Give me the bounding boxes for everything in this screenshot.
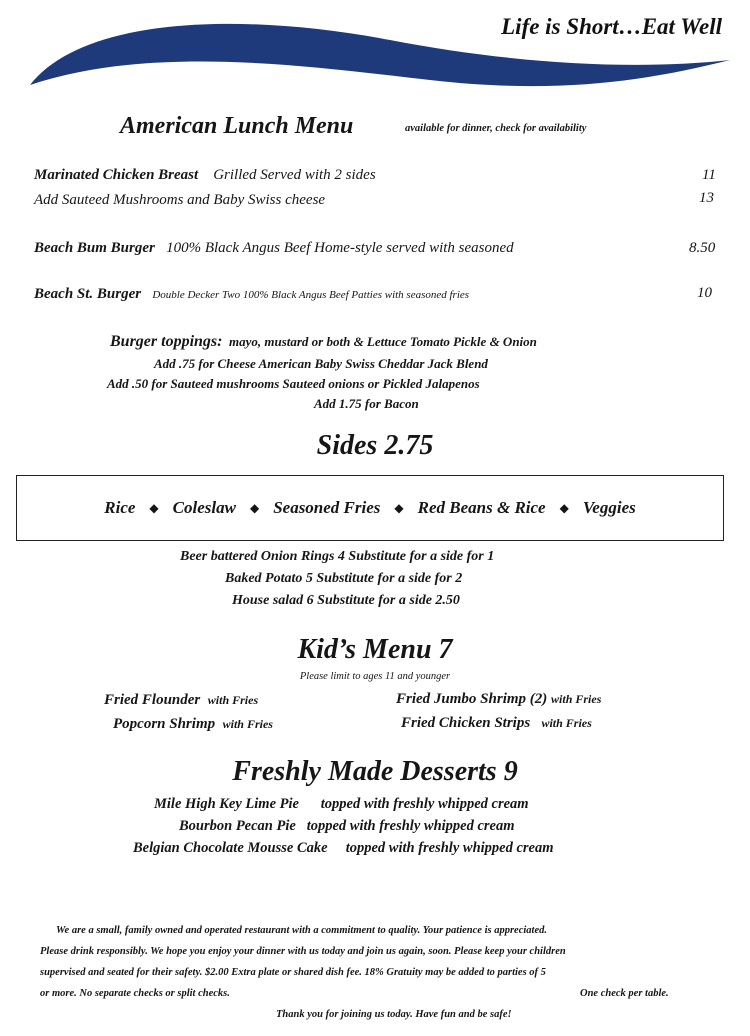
- item-name: Mile High Key Lime Pie: [154, 796, 299, 812]
- kid-item-flounder: [104, 692, 258, 709]
- item-name: Fried Chicken Strips: [401, 715, 531, 731]
- footer-line-4b: One check per table.: [580, 988, 669, 999]
- kids-menu-title: Kid’s Menu 7: [297, 634, 453, 665]
- burger-toppings-line3: Add .50 for Sauteed mushrooms Sauteed onions or Pickled Jalapenos: [107, 376, 480, 391]
- menu-item-beach-bum-burger: [34, 240, 514, 257]
- side-coleslaw: Coleslaw: [172, 498, 236, 517]
- item-desc: Grilled Served with 2 sides: [213, 167, 376, 183]
- extra-side-house-salad: House salad 6 Substitute for a side 2.50: [232, 593, 460, 608]
- item-name: Beach St. Burger: [34, 286, 142, 302]
- item-desc: topped with freshly whipped cream: [306, 818, 515, 834]
- burger-toppings-line1: [110, 333, 537, 351]
- dessert-key-lime-pie: [154, 796, 529, 813]
- item-with: with Fries: [222, 717, 273, 731]
- sides-title: Sides 2.75: [316, 430, 434, 461]
- sides-box: [16, 475, 724, 541]
- menu-item-chicken-addon: [34, 192, 325, 209]
- item-name: Fried Jumbo Shrimp (2): [396, 691, 548, 707]
- item-with: with Fries: [541, 716, 592, 730]
- toppings-label: Burger toppings:: [110, 333, 223, 350]
- dessert-bourbon-pecan-pie: [179, 818, 515, 835]
- sides-list: [17, 476, 723, 540]
- footer-line-4a: or more. No separate checks or split checks.: [40, 988, 230, 999]
- kid-item-chicken-strips: [401, 715, 592, 732]
- item-with: with Fries: [207, 693, 259, 707]
- item-desc: topped with freshly whipped cream: [345, 840, 554, 856]
- desserts-title: Freshly Made Desserts 9: [232, 756, 518, 787]
- diamond-bullet-icon: ◆: [559, 500, 569, 515]
- side-seasoned-fries: Seasoned Fries: [273, 498, 381, 517]
- dessert-chocolate-mousse-cake: [133, 840, 554, 857]
- item-name: Beach Bum Burger: [34, 240, 155, 256]
- side-red-beans-rice: Red Beans & Rice: [417, 498, 546, 517]
- toppings-base: mayo, mustard or both & Lettuce Tomato Pickle & Onion: [228, 334, 537, 349]
- diamond-bullet-icon: ◆: [249, 500, 260, 515]
- footer-line-1: We are a small, family owned and operated restaurant with a commitment to quality. Your patience is appreciated.: [56, 925, 547, 936]
- item-price: 10: [697, 285, 712, 301]
- burger-toppings-line2: Add .75 for Cheese American Baby Swiss Cheddar Jack Blend: [154, 356, 488, 371]
- side-veggies: Veggies: [582, 498, 636, 517]
- kid-item-jumbo-shrimp: [396, 691, 601, 708]
- lunch-menu-note: available for dinner, check for availability: [405, 123, 587, 134]
- item-desc: 100% Black Angus Beef Home-style served with seasoned: [166, 240, 514, 256]
- footer-line-3: supervised and seated for their safety. $2.00 Extra plate or shared dish fee. 18% Gratuity may be added to parties of 5: [40, 967, 546, 978]
- item-price: 13: [699, 190, 714, 206]
- diamond-bullet-icon: ◆: [149, 500, 159, 515]
- extra-side-onion-rings: Beer battered Onion Rings 4 Substitute for a side for 1: [180, 549, 495, 564]
- menu-item-chicken: [34, 167, 376, 184]
- footer-thanks: Thank you for joining us today. Have fun and be safe!: [276, 1009, 512, 1020]
- item-price: 11: [702, 167, 716, 183]
- item-name: Bourbon Pecan Pie: [179, 818, 296, 834]
- kid-item-popcorn-shrimp: [113, 716, 273, 733]
- item-desc: Double Decker Two 100% Black Angus Beef Patties with seasoned fries: [152, 289, 470, 301]
- item-name: Fried Flounder: [104, 692, 201, 708]
- extra-side-baked-potato: Baked Potato 5 Substitute for a side for 2: [225, 571, 463, 586]
- tagline: Life is Short…Eat Well: [501, 14, 722, 39]
- side-rice: Rice: [104, 498, 136, 517]
- item-name: Marinated Chicken Breast: [34, 167, 199, 183]
- item-name: Belgian Chocolate Mousse Cake: [133, 840, 328, 856]
- diamond-bullet-icon: ◆: [394, 500, 404, 515]
- item-desc: topped with freshly whipped cream: [320, 796, 529, 812]
- lunch-menu-title: American Lunch Menu: [120, 113, 354, 139]
- menu-item-beach-st-burger: [34, 286, 469, 303]
- item-price: 8.50: [689, 240, 716, 256]
- item-name: Add Sauteed Mushrooms and Baby Swiss cheese: [34, 192, 326, 208]
- kids-menu-note: Please limit to ages 11 and younger: [299, 671, 451, 682]
- footer-line-2: Please drink responsibly. We hope you enjoy your dinner with us today and join us again, soon. Please keep your children: [40, 946, 566, 957]
- burger-toppings-line4: Add 1.75 for Bacon: [314, 396, 419, 411]
- item-name: Popcorn Shrimp: [113, 716, 216, 732]
- item-with: with Fries: [551, 692, 602, 706]
